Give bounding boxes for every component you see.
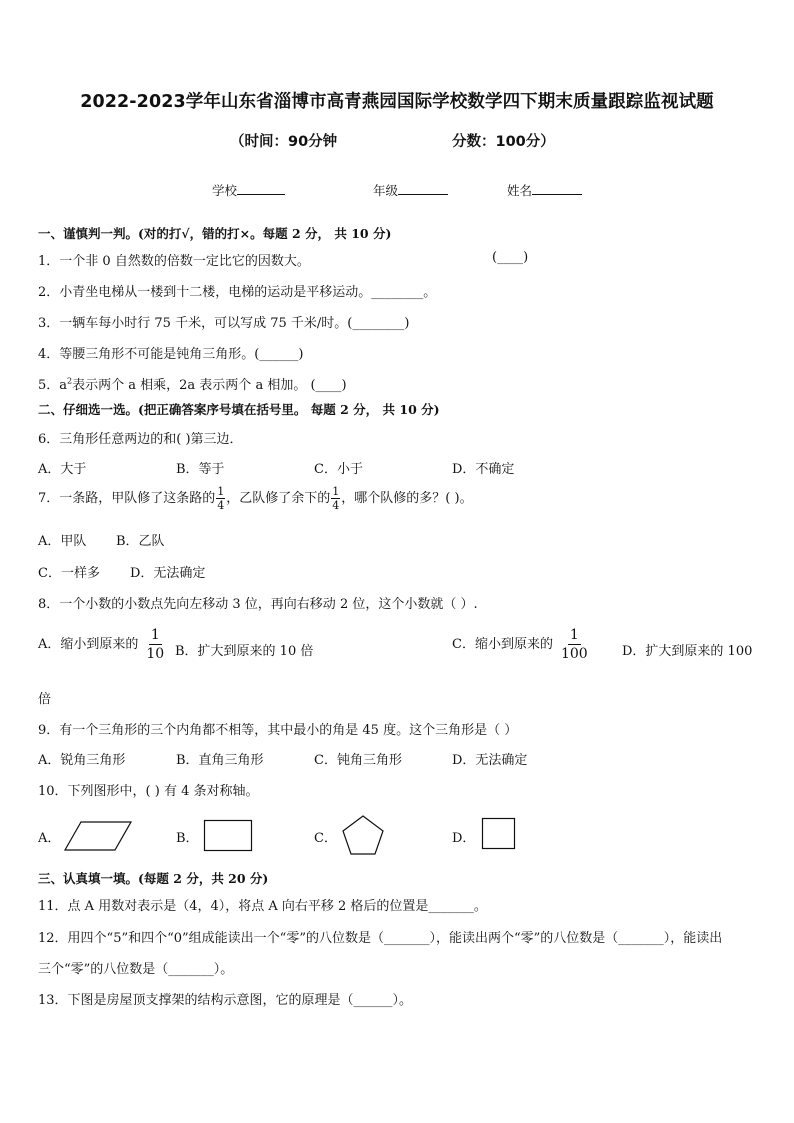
name-blank (532, 194, 582, 195)
q7-fraction-1-numerator: 1 (217, 485, 225, 498)
q8-option-a-denominator: 10 (146, 646, 165, 662)
name-field[interactable] (507, 181, 582, 199)
q10-option-b[interactable]: B． (176, 831, 199, 846)
square-shape (481, 817, 517, 851)
q5-variable: a (59, 378, 68, 393)
q6-option-c[interactable]: C．小于 (314, 462, 363, 477)
q5-text: 表示两个 a 相乘，2a 表示两个 a 相加。 (____) (72, 378, 347, 393)
exam-score: 分数：100分） (452, 134, 555, 150)
q1-number: 1． (38, 254, 60, 269)
q7-option-d[interactable]: D．无法确定 (130, 566, 206, 581)
q5-number: 5． (38, 378, 60, 393)
q9-option-d[interactable]: D．无法确定 (452, 753, 528, 768)
question-7 (38, 486, 473, 511)
q6-option-d[interactable]: D．不确定 (452, 462, 515, 477)
q1-answer-blank[interactable]: (____) (492, 250, 529, 265)
question-5 (38, 374, 347, 393)
question-2 (38, 281, 436, 300)
question-8: 8．一个小数的小数点先向左移动 3 位，再向右移动 2 位，这个小数就（ ）. (38, 597, 478, 612)
q8-option-c-denominator: 100 (560, 646, 588, 662)
q10-option-c[interactable]: C． (314, 831, 337, 846)
q8-option-d[interactable]: D．扩大到原来的 100 (622, 644, 753, 659)
question-4 (38, 343, 303, 362)
q5-exponent: 2 (67, 376, 73, 386)
q4-number: 4． (38, 347, 60, 362)
q8-option-a-label: A．缩小到原来的 (38, 637, 139, 652)
grade-blank (398, 194, 448, 195)
section3-heading: 三、认真填一填。(每题 2 分，共 20 分) (38, 871, 269, 886)
question-11: 11．点 A 用数对表示是（4，4），将点 A 向右平移 2 格后的位置是_______。 (38, 899, 487, 914)
question-10: 10．下列图形中，( ) 有 4 条对称轴。 (38, 784, 259, 799)
q7-fraction-2-denominator: 4 (332, 499, 340, 512)
exam-time: （时间：90分钟 (230, 134, 338, 150)
q7-text-part3: ，哪个队修的多？( )。 (341, 491, 473, 506)
q3-number: 3． (38, 316, 60, 331)
q8-option-a[interactable] (38, 628, 165, 661)
q7-option-a[interactable]: A．甲队 (38, 534, 87, 549)
pentagon-shape (341, 814, 385, 856)
grade-field[interactable] (373, 181, 448, 199)
name-label: 姓名 (507, 183, 533, 198)
question-6: 6．三角形任意两边的和( )第三边． (38, 432, 243, 447)
q8-option-a-fraction (146, 628, 164, 661)
q6-option-b[interactable]: B．等于 (176, 462, 225, 477)
q1-text: 一个非 0 自然数的倍数一定比它的因数大。 (59, 254, 310, 269)
q7-text-part1: 7．一条路，甲队修了这条路的 (38, 491, 216, 506)
q4-text: 等腰三角形不可能是钝角三角形。(______) (59, 347, 304, 362)
q8-option-c-label: C．缩小到原来的 (452, 637, 553, 652)
question-12: 12．用四个“5”和四个“0”组成能读出一个“零”的八位数是（_______），能读出两个“零”的八位数是（_______），能读出 (38, 931, 723, 946)
q8-option-c-fraction (561, 628, 588, 661)
question-1 (38, 250, 310, 269)
parallelogram-shape (63, 820, 133, 852)
grade-label: 年级 (373, 183, 399, 198)
rectangle-shape (203, 819, 253, 853)
q2-number: 2． (38, 285, 60, 300)
school-field[interactable] (212, 181, 285, 199)
q7-fraction-1 (216, 486, 225, 511)
q8-option-c-numerator: 1 (569, 627, 579, 643)
q9-option-a[interactable]: A．锐角三角形 (38, 753, 126, 768)
section1-heading: 一、谨慎判一判。(对的打√，错的打×。每题 2 分， 共 10 分) (38, 226, 392, 241)
q2-text: 小青坐电梯从一楼到十二楼，电梯的运动是平移运动。________。 (59, 285, 437, 300)
q7-fraction-2-numerator: 1 (332, 485, 340, 498)
q8-option-a-numerator: 1 (150, 627, 160, 643)
page-title: 2022-2023学年山东省淄博市高青燕园国际学校数学四下期末质量跟踪监视试题 (80, 92, 714, 112)
question-9: 9．有一个三角形的三个内角都不相等，其中最小的角是 45 度。这个三角形是（ ） (38, 723, 518, 738)
q6-option-a[interactable]: A．大于 (38, 462, 87, 477)
q3-text: 一辆车每小时行 75 千米，可以写成 75 千米/时。(________) (59, 316, 410, 331)
question-12-continued: 三个“零”的八位数是（_______）。 (38, 962, 234, 977)
q7-option-b[interactable]: B．乙队 (116, 534, 165, 549)
question-3 (38, 312, 409, 331)
q9-option-c[interactable]: C．钝角三角形 (314, 753, 402, 768)
q8-option-c[interactable] (452, 628, 589, 661)
q8-option-d-continued: 倍 (38, 692, 52, 707)
q10-option-a[interactable]: A． (38, 831, 61, 846)
q7-fraction-2 (331, 486, 340, 511)
question-13: 13．下图是房屋顶支撑架的结构示意图，它的原理是（______）。 (38, 993, 413, 1008)
q7-text-part2: ，乙队修了余下的 (226, 491, 331, 506)
school-label: 学校 (212, 183, 238, 198)
q7-fraction-1-denominator: 4 (217, 499, 225, 512)
q10-option-d[interactable]: D． (452, 831, 476, 846)
q7-option-c[interactable]: C．一样多 (38, 566, 100, 581)
school-blank (237, 194, 285, 195)
q9-option-b[interactable]: B．直角三角形 (176, 753, 264, 768)
q8-option-b[interactable]: B．扩大到原来的 10 倍 (175, 644, 314, 659)
section2-heading: 二、仔细选一选。(把正确答案序号填在括号里。 每题 2 分， 共 10 分) (38, 402, 440, 417)
